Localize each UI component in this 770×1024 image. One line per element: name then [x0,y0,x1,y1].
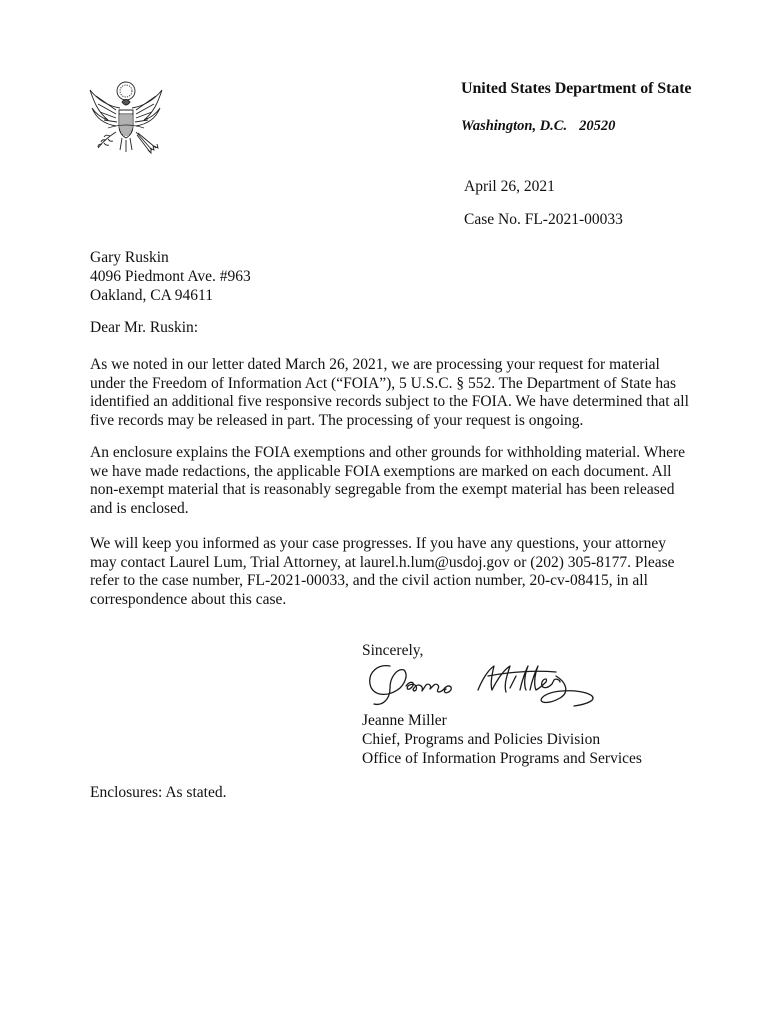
letter-date: April 26, 2021 [464,178,555,195]
dateline [464,177,623,229]
letterhead [461,79,751,135]
addressee-block [90,248,251,305]
addressee-name: Gary Ruskin [90,249,169,266]
signer-office: Office of Information Programs and Services [362,750,642,767]
department-name: United States Department of State [461,80,692,97]
signer-title: Chief, Programs and Policies Division [362,731,601,748]
department-zip: 20520 [579,118,616,134]
valediction: Sincerely, [362,642,424,659]
handwritten-signature [360,656,610,712]
addressee-street: 4096 Piedmont Ave. #963 [90,268,251,285]
enclosures-note: Enclosures: As stated. [90,784,227,801]
case-number: Case No. FL-2021-00033 [464,211,623,228]
salutation: Dear Mr. Ruskin: [90,319,199,336]
body-paragraph-2: An enclosure explains the FOIA exemptions and other grounds for withholding material. Where we have made redactions, the applicable FOIA exemptions are marked on each document. All non-exempt material that is reasonably segregable from the exempt material has been released and is enclosed. [90,444,686,517]
body-paragraph-3: We will keep you informed as your case progresses. If you have any questions, your attorney may contact Laurel Lum, Trial Attorney, at laurel.h.lum@usdoj.gov or (202) 305-8177. Please refer to the case number, FL-2021-00033, and the civil action number, 20-cv-08415, in all correspondence about this case. [90,535,675,608]
body-paragraph-1: As we noted in our letter dated March 26, 2021, we are processing your request for material under the Freedom of Information Act (“FOIA”), 5 U.S.C. § 552. The Department of State has identified an additional five responsive records subject to the FOIA. We have determined that all five records may be released in part. The processing of your request is ongoing. [90,356,689,429]
department-address [461,117,751,135]
great-seal-icon [86,78,166,160]
signer-block [362,711,642,768]
signer-name: Jeanne Miller [362,712,447,729]
addressee-city: Oakland, CA 94611 [90,287,213,304]
department-city: Washington, D.C. [461,118,568,134]
